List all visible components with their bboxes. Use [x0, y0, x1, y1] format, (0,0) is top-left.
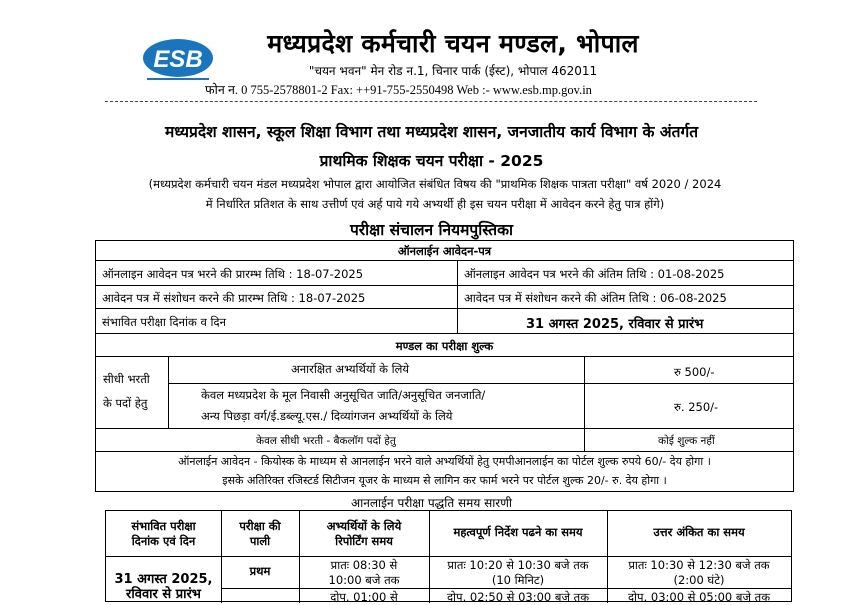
unreserved-label: अनारक्षित अभ्यर्थियों के लिये — [291, 362, 410, 376]
answer-first: प्रातः 10:30 से 12:30 बजे तक (2:00 घंटे) — [628, 558, 770, 587]
header-answer: उत्तर अंकित का समय — [653, 525, 745, 539]
schedule-title: आनलाईन परीक्षा पद्धति समय सारणी — [350, 496, 513, 510]
schedule-table — [105, 510, 792, 602]
application-end-date: ऑनलाइन आवेदन पत्र भरने की अंतिम तिथि : 01-08-2025 — [464, 267, 725, 281]
backlog-fee: कोई शुल्क नहीं — [658, 435, 715, 447]
reserved-label-line1: केवल मध्यप्रदेश के मूल निवासी अनुसूचित जाति/अनुसूचित जनजाति/ — [201, 388, 486, 402]
fee-section-title: मण्डल का परीक्षा शुल्क — [395, 339, 494, 353]
correction-end-date: आवेदन पत्र में संशोधन करने की अंतिम तिथि : 06-08-2025 — [464, 291, 727, 305]
reserved-fee: रु. 250/- — [674, 400, 719, 414]
instructions-second: दोप. 02:50 से 03:00 बजे तक — [446, 590, 590, 604]
instructions-first: प्रातः 10:20 से 10:30 बजे तक (10 मिनिट) — [447, 558, 589, 587]
header-date: संभावित परीक्षा दिनांक एवं दिन — [131, 519, 196, 548]
exam-date-value: 31 अगस्त 2025, रविवार से प्रारंभ — [526, 317, 704, 332]
direct-recruit-label-line2: के पदों हेतु — [103, 396, 148, 410]
header-shift: परीक्षा की पाली — [239, 519, 281, 548]
header-instructions: महत्वपूर्ण निर्देश पढने का समय — [453, 525, 583, 539]
manual-title: परीक्षा संचालन नियमपुस्तिका — [349, 221, 513, 239]
org-name: मध्यप्रदेश कर्मचारी चयन मण्डल, भोपाल — [267, 29, 639, 58]
eligibility-note-line1: (मध्यप्रदेश कर्मचारी चयन मंडल मध्यप्रदेश भोपाल द्वारा आयोजित संबंधित विषय की "प्राथमिक शिक्षक पात्रता परीक्षा" वर्ष 2020 / 2024 — [148, 177, 722, 191]
schedule-date: 31 अगस्त 2025, रविवार से प्रारंभ — [114, 572, 213, 602]
correction-start-date: आवेदन पत्र में संशोधन करने की प्रारम्भ तिथि : 18-07-2025 — [102, 291, 366, 305]
unreserved-fee: रु 500/- — [674, 365, 715, 379]
reporting-first: प्रातः 08:30 से 10:00 बजे तक — [328, 558, 400, 587]
exam-title: प्राथमिक शिक्षक चयन परीक्षा - 2025 — [319, 152, 544, 170]
kiosk-fee-note: ऑनलाईन आवेदन - कियोस्क के माध्यम से आनलाईन भरने वाले अभ्यर्थियों हेतु एमपीआनलाईन का पोर्टल शुल्क रुपये 60/- देय होगा । — [178, 455, 711, 468]
exam-date-label: संभावित परीक्षा दिनांक व दिन — [102, 315, 226, 329]
backlog-label: केवल सीधी भरती - बैकलॉग पदों हेतु — [256, 435, 396, 447]
logo-text: ESB — [153, 46, 203, 73]
reserved-label-line2: अन्य पिछड़ा वर्ग/ई.डब्ल्यू.एस./ दिव्यांगजन अभ्यर्थियों के लिये — [201, 409, 453, 423]
esb-logo — [141, 38, 215, 82]
answer-second: दोप. 03:00 से 05:00 बजे तक — [627, 590, 771, 604]
header-reporting: अभ्यर्थियों के लिये रिपोर्टिंग समय — [326, 519, 402, 548]
reporting-second: दोप. 01:00 से — [330, 590, 398, 604]
shift-first: प्रथम — [249, 564, 271, 578]
application-section-title: ऑनलाईन आवेदन-पत्र — [397, 244, 492, 258]
application-start-date: ऑनलाइन आवेदन पत्र भरने की प्रारम्भ तिथि : 18-07-2025 — [102, 267, 364, 281]
divider — [105, 101, 757, 102]
org-contact: फोन न. 0 755-2578801-2 Fax: ++91-755-2550498 Web :- www.esb.mp.gov.in — [205, 83, 592, 97]
portal-fee-note: इसके अतिरिक्त रजिस्टर्ड सिटीजन यूजर के माध्यम से लागिन कर फार्म भरने पर पोर्टल शुल्क 20/- रु. देय होगा । — [222, 474, 667, 487]
eligibility-note-line2: में निर्धारित प्रतिशत के साथ उत्तीर्ण एवं अर्ह पाये गये अभ्यर्थी ही इस चयन परीक्षा में आवेदन करने हेतु पात्र होंगे) — [205, 197, 665, 211]
subheading-departments: मध्यप्रदेश शासन, स्कूल शिक्षा विभाग तथा मध्यप्रदेश शासन, जनजातीय कार्य विभाग के अंतर्गत — [164, 123, 699, 141]
org-address: "चयन भवन" मेन रोड न.1, चिनार पार्क (ईस्ट), भोपाल 462011 — [308, 64, 598, 78]
application-fee-table — [95, 240, 794, 492]
direct-recruit-label-line1: सीधी भरती — [103, 372, 150, 386]
